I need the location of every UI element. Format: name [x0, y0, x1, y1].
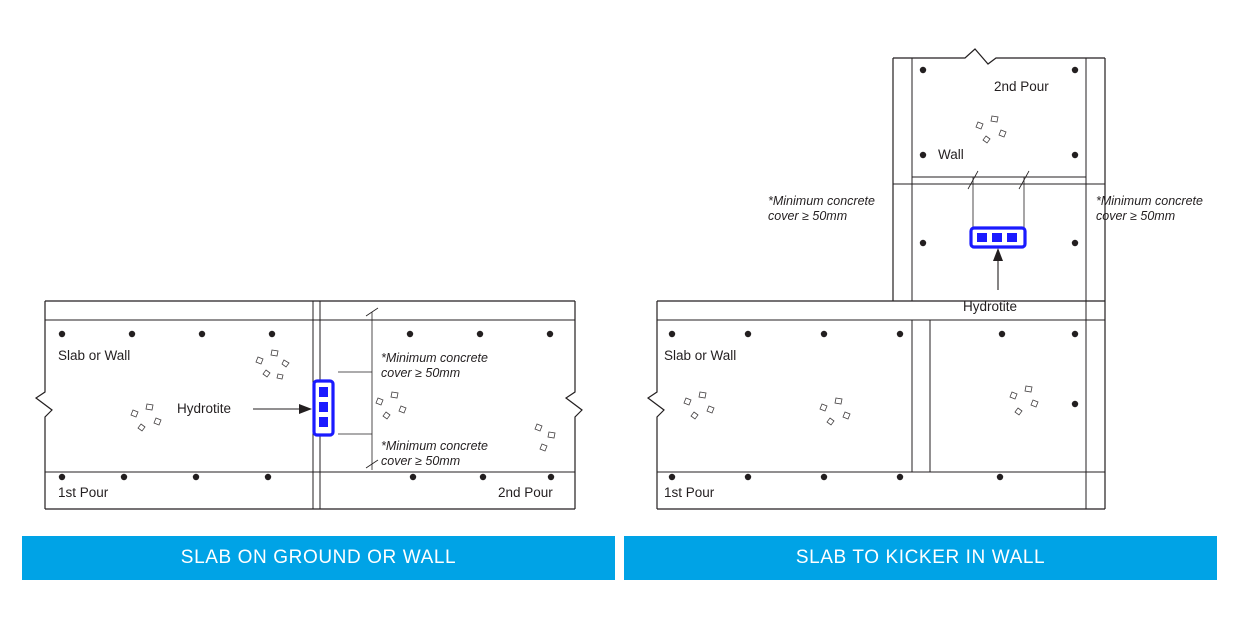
- label-second-pour-left: 2nd Pour: [498, 485, 553, 500]
- cover-note-left-bottom-line1: *Minimum concrete: [381, 439, 488, 453]
- caption-bar: [22, 536, 1217, 580]
- label-first-pour-left: 1st Pour: [58, 485, 109, 500]
- label-second-pour-right: 2nd Pour: [994, 79, 1049, 94]
- cover-note-left-top-line1: *Minimum concrete: [381, 351, 488, 365]
- cover-note-right-right-line2: cover ≥ 50mm: [1096, 209, 1176, 223]
- label-hydrotite-left: Hydrotite: [177, 401, 232, 416]
- hydrotite-strip-right: [971, 228, 1025, 247]
- caption-slab-on-ground-or-wall: SLAB ON GROUND OR WALL: [22, 536, 615, 580]
- cover-note-right-left-line1: *Minimum concrete: [768, 194, 875, 208]
- cover-note-right-right-line1: *Minimum concrete: [1096, 194, 1203, 208]
- panel-slab-to-kicker-in-wall: [648, 49, 1203, 509]
- label-wall-right: Wall: [938, 147, 964, 162]
- caption-divider: [615, 536, 624, 580]
- cover-note-left-top-line2: cover ≥ 50mm: [381, 366, 461, 380]
- cover-note-left-bottom-line2: cover ≥ 50mm: [381, 454, 461, 468]
- hydrotite-strip-left: [314, 381, 333, 435]
- panel-slab-on-ground-or-wall: [36, 301, 582, 509]
- label-slab-or-wall-left: Slab or Wall: [58, 348, 131, 363]
- label-slab-or-wall-right: Slab or Wall: [664, 348, 737, 363]
- label-first-pour-right: 1st Pour: [664, 485, 715, 500]
- caption-slab-to-kicker-in-wall: SLAB TO KICKER IN WALL: [624, 536, 1217, 580]
- label-hydrotite-right: Hydrotite: [963, 299, 1018, 314]
- cover-note-right-left-line2: cover ≥ 50mm: [768, 209, 848, 223]
